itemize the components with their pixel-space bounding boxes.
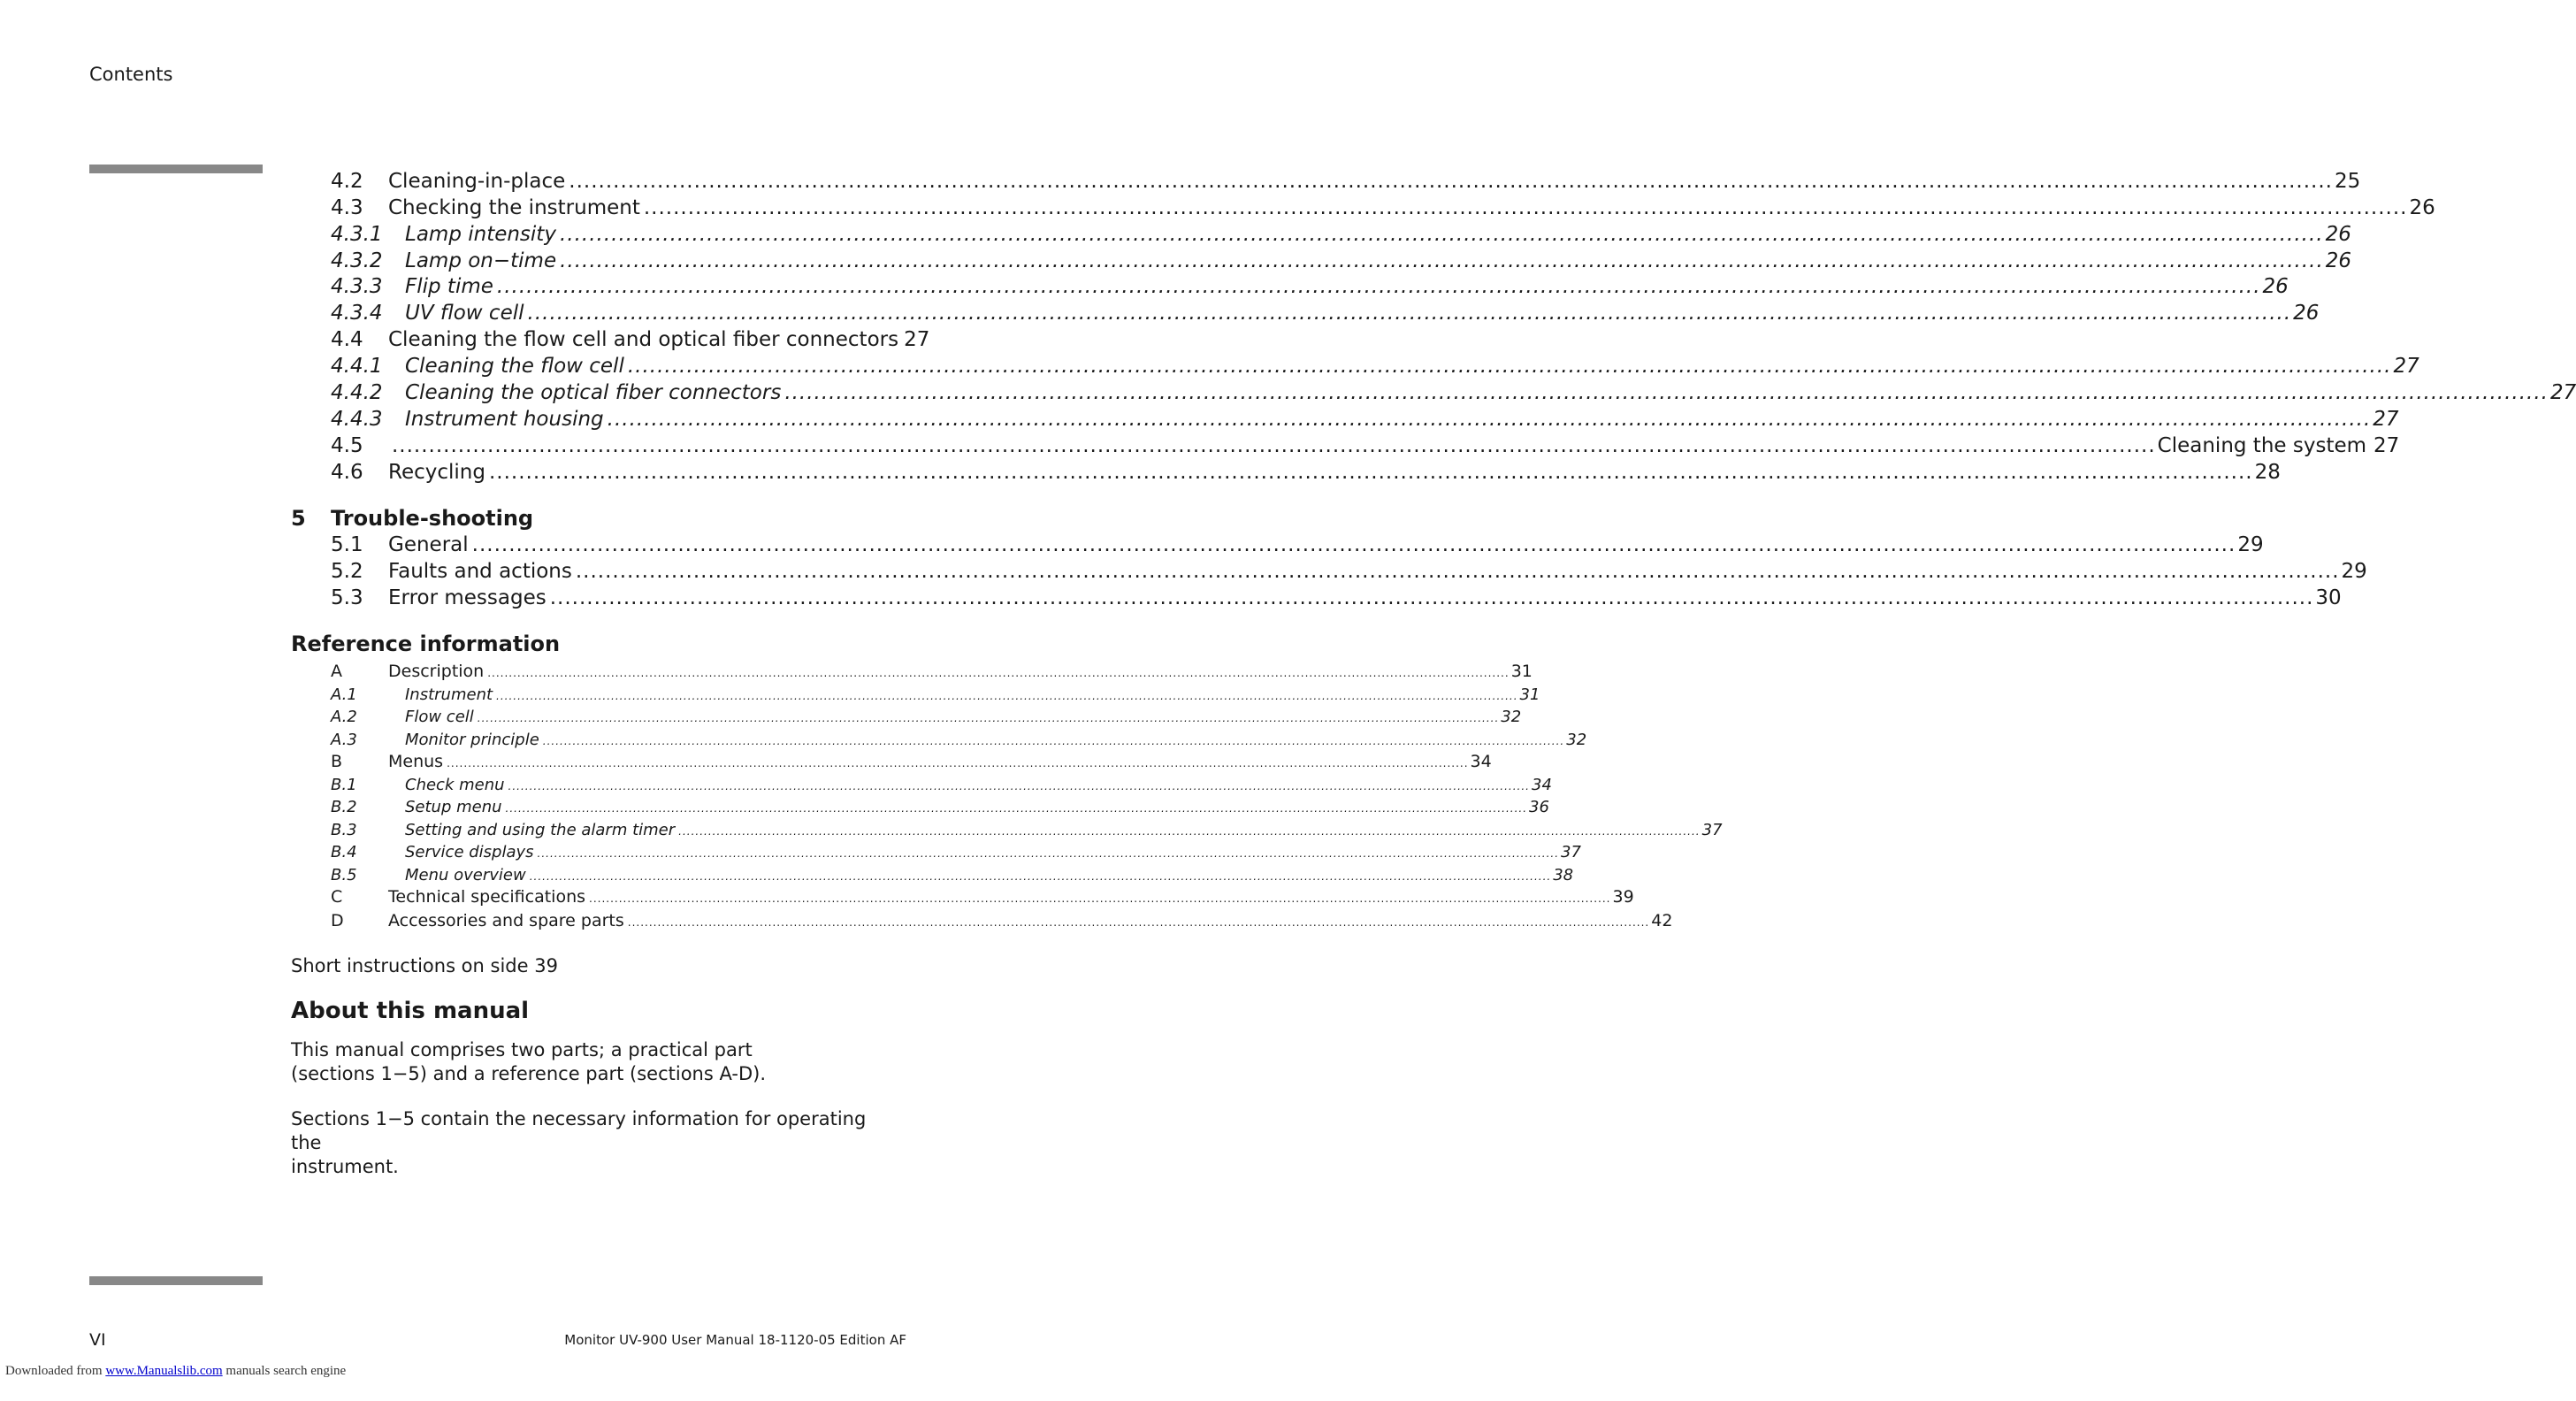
- paragraph-line: instrument.: [291, 1156, 399, 1177]
- toc-entry[interactable]: [291, 843, 1581, 861]
- toc-entry-title: Setting and using the alarm timer: [405, 821, 676, 839]
- toc-entry-number: C: [331, 887, 343, 907]
- toc-entry-number: 4.2: [331, 170, 363, 193]
- toc-entry-number: B.2: [331, 798, 357, 816]
- toc-entry-number: 4.3.1: [331, 223, 383, 246]
- about-heading: About this manual: [291, 998, 530, 1024]
- toc-entry[interactable]: [291, 249, 2352, 272]
- toc-entry-number: 4.3: [331, 196, 363, 219]
- toc-entry-number: 4.4.1: [331, 355, 383, 378]
- toc-entry-title: Lamp intensity: [405, 223, 556, 246]
- toc-entry-page: 26: [2325, 223, 2351, 246]
- toc-entry-title: UV flow cell: [405, 302, 524, 325]
- toc-entry-number: 4.5: [331, 434, 363, 457]
- toc-entry-title: Cleaning the flow cell and optical fiber connectors: [388, 328, 899, 351]
- toc-entry[interactable]: [291, 866, 1574, 884]
- toc-entry-page: 42: [1651, 911, 1673, 930]
- toc-entry-page: 27: [2373, 408, 2399, 431]
- chapter-title: Trouble-shooting: [331, 506, 534, 531]
- dot-leader: [628, 911, 1649, 930]
- dot-leader: [496, 685, 1517, 704]
- toc-entry[interactable]: [291, 381, 2576, 404]
- toc-entry-title: Faults and actions: [388, 560, 572, 583]
- about-paragraph-1: [291, 1038, 901, 1086]
- toc-entry[interactable]: [291, 302, 2320, 325]
- toc-entry-number: B.5: [331, 866, 357, 884]
- toc-entry-title: Error messages: [388, 586, 547, 609]
- toc-entry-page: 37: [1561, 843, 1581, 861]
- toc-entry-number: 4.6: [331, 461, 363, 484]
- toc-entry-title: Flip time: [405, 275, 493, 298]
- toc-entry-number: B.1: [331, 776, 357, 794]
- toc-entry-title: Flow cell: [405, 708, 474, 726]
- dot-leader: [560, 223, 2324, 246]
- toc-entry-page: 30: [2315, 586, 2342, 609]
- toc-entry[interactable]: [291, 560, 2367, 583]
- toc-entry[interactable]: [291, 328, 930, 351]
- toc-entry-page: 37: [1701, 821, 1723, 839]
- toc-entry-number: B.4: [331, 843, 357, 861]
- dot-leader: [472, 533, 2236, 556]
- page-number: VI: [89, 1330, 106, 1350]
- toc-entry[interactable]: [291, 586, 2342, 609]
- dot-leader: [528, 302, 2292, 325]
- toc-entry-page: 27: [2393, 355, 2419, 378]
- toc-entry[interactable]: [291, 434, 2400, 457]
- toc-entry[interactable]: [291, 776, 1552, 794]
- paragraph-line: Sections 1−5 contain the necessary information for operating the: [291, 1108, 867, 1153]
- toc-entry[interactable]: [291, 821, 1723, 839]
- chapter-heading[interactable]: [291, 506, 533, 531]
- download-suffix: manuals search engine: [225, 1364, 347, 1378]
- manualslib-link[interactable]: www.Manualslib.com: [105, 1364, 223, 1378]
- toc-entry[interactable]: [291, 196, 2435, 219]
- page-header: Contents: [89, 64, 173, 85]
- toc-entry-page: 29: [2341, 560, 2367, 583]
- dot-leader: [447, 752, 1468, 771]
- toc-entry-page: 27: [2549, 381, 2576, 404]
- dot-leader: [678, 821, 1700, 839]
- dot-leader: [576, 560, 2340, 583]
- toc-entry[interactable]: [291, 662, 1533, 681]
- toc-entry-title: Recycling: [388, 461, 485, 484]
- dot-leader: [392, 434, 2156, 457]
- top-divider-bar: [89, 165, 263, 173]
- toc-entry-page: 31: [1519, 685, 1540, 704]
- toc-entry-title: Technical specifications: [388, 887, 586, 907]
- toc-entry-title: Instrument: [405, 685, 493, 704]
- toc-entry-page: 27: [904, 328, 930, 351]
- dot-leader: [538, 843, 1559, 861]
- toc-entry-page: 32: [1501, 708, 1522, 726]
- toc-entry-title: Cleaning-in-place: [388, 170, 566, 193]
- toc-entry[interactable]: [291, 685, 1540, 704]
- dot-leader: [506, 798, 1527, 816]
- toc-entry-page: 26: [2325, 249, 2352, 272]
- toc-entry[interactable]: [291, 355, 2419, 378]
- toc-entry-title: Lamp on−time: [405, 249, 557, 272]
- reference-heading: Reference information: [291, 632, 561, 656]
- toc-entry-page: 25: [2334, 170, 2361, 193]
- toc-entry[interactable]: [291, 731, 1587, 749]
- toc-entry-page: 34: [1470, 752, 1492, 771]
- toc-entry-title: Accessories and spare parts: [388, 911, 624, 930]
- dot-leader: [560, 249, 2324, 272]
- dot-leader: [628, 355, 2392, 378]
- toc-entry-title: Cleaning the system: [2157, 434, 2367, 457]
- toc-entry-page: 26: [2293, 302, 2320, 325]
- toc-entry-number: 5.2: [331, 560, 363, 583]
- dot-leader: [530, 866, 1551, 884]
- toc-entry-title: Checking the instrument: [388, 196, 640, 219]
- toc-entry[interactable]: [291, 223, 2351, 246]
- dot-leader: [508, 776, 1530, 794]
- toc-entry-title: Description: [388, 662, 485, 681]
- toc-entry-page: 27: [2373, 434, 2400, 457]
- toc-entry-number: A.2: [331, 708, 357, 726]
- dot-leader: [497, 275, 2261, 298]
- toc-entry-page: 36: [1529, 798, 1549, 816]
- toc-entry-title: Instrument housing: [405, 408, 604, 431]
- toc-entry-number: 4.3.4: [331, 302, 383, 325]
- toc-entry-number: 5.3: [331, 586, 363, 609]
- toc-entry[interactable]: [291, 752, 1492, 771]
- toc-entry-number: 4.3.2: [331, 249, 383, 272]
- toc-entry-title: Service displays: [405, 843, 534, 861]
- dot-leader: [608, 408, 2372, 431]
- dot-leader: [644, 196, 2408, 219]
- toc-entry-number: A.1: [331, 685, 357, 704]
- paragraph-line: (sections 1−5) and a reference part (sections A-D).: [291, 1063, 767, 1084]
- paragraph-line: This manual comprises two parts; a practical part: [291, 1039, 753, 1060]
- toc-entry-number: 4.4.2: [331, 381, 383, 404]
- toc-entry-number: B.3: [331, 821, 357, 839]
- toc-entry-number: 4.4: [331, 328, 363, 351]
- dot-leader: [543, 731, 1564, 749]
- toc-entry[interactable]: [291, 798, 1549, 816]
- toc-entry-number: B: [331, 752, 343, 771]
- chapter-number: 5: [291, 506, 306, 531]
- toc-entry-title: Setup menu: [405, 798, 502, 816]
- toc-entry-number: 5.1: [331, 533, 363, 556]
- toc-entry-page: 29: [2237, 533, 2264, 556]
- download-notice: [5, 1364, 346, 1379]
- toc-entry[interactable]: [291, 911, 1673, 930]
- toc-entry-title-wrap: [392, 434, 2366, 457]
- dot-leader: [489, 461, 2253, 484]
- toc-entry-number: A: [331, 662, 342, 681]
- dot-leader: [478, 708, 1499, 726]
- about-paragraph-2: [291, 1107, 901, 1179]
- toc-entry-page: 28: [2254, 461, 2281, 484]
- toc-entry-page: 32: [1566, 731, 1587, 749]
- toc-entry[interactable]: [291, 461, 2281, 484]
- toc-entry-title: Cleaning the flow cell: [405, 355, 624, 378]
- toc-entry-page: 34: [1532, 776, 1552, 794]
- toc-entry[interactable]: [291, 408, 2399, 431]
- dot-leader: [550, 586, 2314, 609]
- dot-leader: [784, 381, 2549, 404]
- dot-leader: [487, 662, 1509, 681]
- toc-entry-title: General: [388, 533, 469, 556]
- toc-entry-number: A.3: [331, 731, 357, 749]
- toc-entry-title: Menu overview: [405, 866, 526, 884]
- short-instructions-note: Short instructions on side 39: [291, 955, 558, 976]
- toc-entry[interactable]: [291, 170, 2361, 193]
- download-prefix: Downloaded from: [5, 1364, 103, 1378]
- dot-leader: [569, 170, 2333, 193]
- toc-entry-page: 26: [2262, 275, 2289, 298]
- dot-leader: [589, 887, 1610, 907]
- bottom-divider-bar: [89, 1276, 263, 1285]
- toc-entry-number: 4.3.3: [331, 275, 383, 298]
- toc-entry-title: Cleaning the optical fiber connectors: [405, 381, 782, 404]
- toc-entry[interactable]: [291, 275, 2289, 298]
- toc-entry[interactable]: [291, 887, 1634, 907]
- footer-manual-title: Monitor UV-900 User Manual 18-1120-05 Edition AF: [564, 1332, 906, 1348]
- toc-entry-title: Check menu: [405, 776, 505, 794]
- toc-entry[interactable]: [291, 708, 1522, 726]
- toc-entry-title: Menus: [388, 752, 444, 771]
- toc-entry-page: 39: [1612, 887, 1634, 907]
- toc-entry-page: 31: [1510, 662, 1533, 681]
- toc-entry[interactable]: [291, 533, 2264, 556]
- toc-entry-page: 38: [1553, 866, 1574, 884]
- toc-entry-number: 4.4.3: [331, 408, 383, 431]
- toc-entry-title: Monitor principle: [405, 731, 539, 749]
- toc-entry-number: D: [331, 911, 344, 930]
- toc-entry-page: 26: [2409, 196, 2435, 219]
